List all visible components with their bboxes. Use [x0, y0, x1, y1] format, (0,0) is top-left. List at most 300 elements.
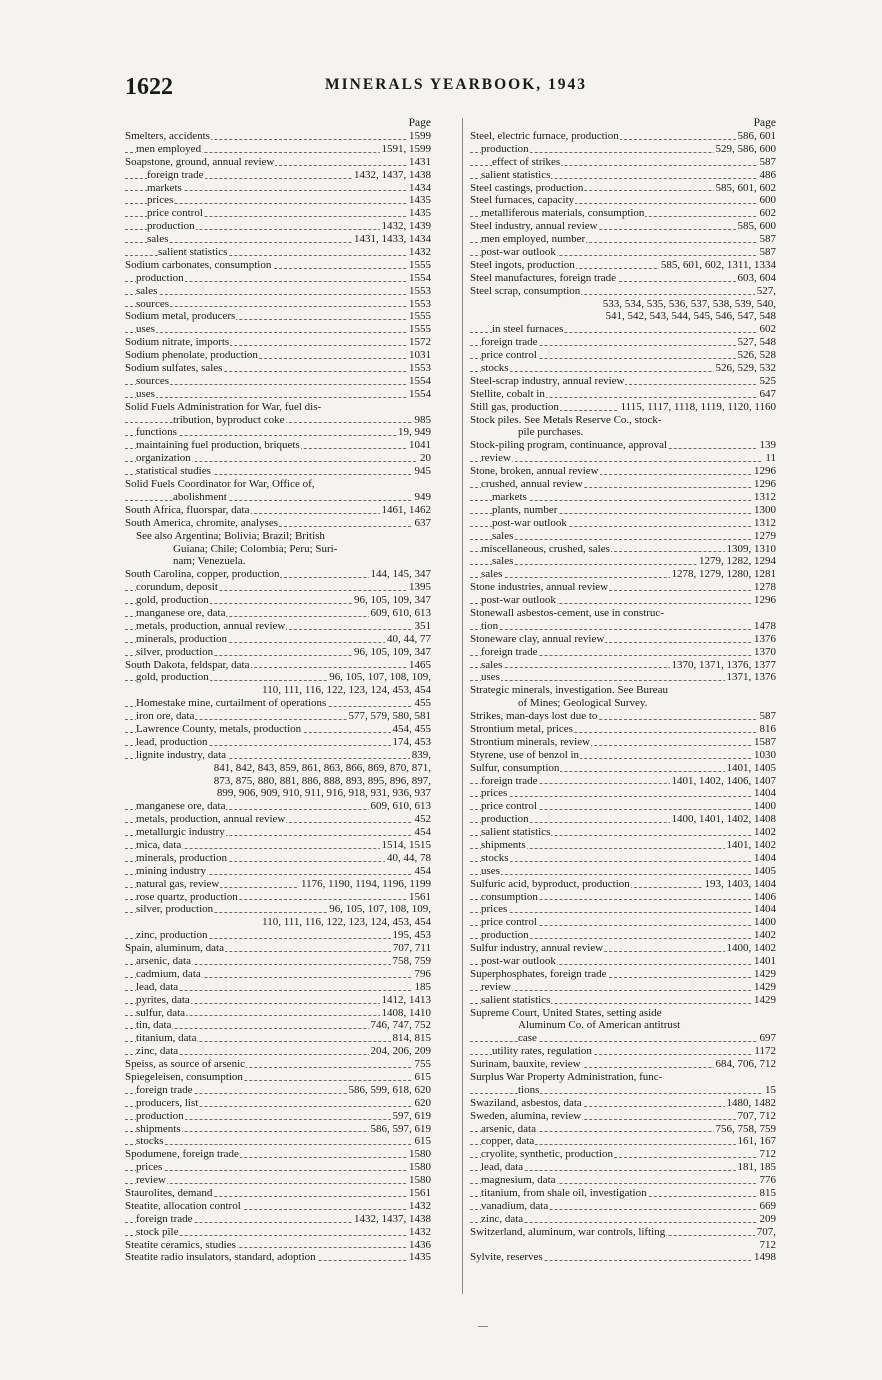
index-term: titanium, from shale oil, investigation — [481, 1187, 647, 1200]
page-reference: 1115, 1117, 1118, 1119, 1120, 1160 — [620, 400, 776, 413]
page-reference: 637 — [414, 516, 431, 529]
footer-mark — [478, 1326, 488, 1327]
index-entry — [470, 1019, 776, 1032]
index-term: Steel castings, production — [470, 181, 584, 194]
index-term: foreign trade — [136, 1083, 193, 1096]
page-reference: 96, 105, 107, 108, 109, — [329, 671, 431, 684]
index-entry — [470, 182, 776, 195]
index-term: review — [481, 980, 511, 993]
page-reference: 174, 453 — [392, 735, 431, 748]
index-term: Guiana; Chile; Colombia; Peru; Suri- — [173, 542, 338, 555]
page-reference: 586, 599, 618, 620 — [348, 1083, 431, 1096]
page-reference: 1572 — [409, 336, 431, 349]
page-reference: 1554 — [409, 387, 431, 400]
page-reference: 204, 206, 209 — [370, 1045, 431, 1058]
index-term: in steel furnaces — [492, 323, 564, 336]
index-term: utility rates, regulation — [492, 1045, 592, 1058]
index-term: Stone, broken, annual review — [470, 465, 599, 478]
index-term: minerals, production — [136, 632, 228, 645]
page-reference: 40, 44, 77 — [387, 632, 431, 645]
page-reference: 755 — [414, 1058, 431, 1071]
index-entry — [125, 414, 431, 427]
page-reference: 209 — [759, 1212, 776, 1225]
page-reference: 1296 — [754, 478, 776, 491]
index-term: salient statistics — [481, 168, 551, 181]
index-entry — [470, 465, 776, 478]
dot-leader — [470, 796, 776, 797]
index-entry — [470, 555, 776, 568]
index-entry — [470, 1213, 776, 1226]
index-entry — [470, 1174, 776, 1187]
dot-leader — [125, 332, 431, 333]
index-entry — [125, 1097, 431, 1110]
index-entry — [125, 143, 431, 156]
index-term: Stock-piling program, continuance, approval — [470, 439, 668, 452]
index-term — [125, 762, 126, 774]
index-entry — [125, 659, 431, 672]
page-reference: 585, 600 — [737, 220, 776, 233]
index-entry — [125, 1032, 431, 1045]
index-entries-left — [125, 130, 431, 1264]
index-entry — [470, 916, 776, 929]
index-entry — [470, 607, 776, 620]
page-reference: 776 — [759, 1174, 776, 1187]
index-entry — [470, 517, 776, 530]
index-term: nam; Venezuela. — [173, 555, 246, 568]
page-reference: 1591, 1599 — [381, 142, 431, 155]
index-entry — [125, 323, 431, 336]
index-entry — [470, 671, 776, 684]
index-term: Stoneware clay, annual review — [470, 632, 605, 645]
index-term: tions — [518, 1083, 540, 1096]
index-entry — [125, 530, 431, 543]
index-entry — [125, 1045, 431, 1058]
index-entry — [470, 207, 776, 220]
page-reference: 602 — [759, 323, 776, 336]
index-entry — [125, 1226, 431, 1239]
index-term: production — [481, 929, 529, 942]
index-term: prices — [147, 194, 174, 207]
page-reference: 1432 — [409, 1199, 431, 1212]
index-term — [125, 916, 126, 928]
index-term: Sweden, alumina, review — [470, 1109, 582, 1122]
index-term: foreign trade — [136, 1212, 193, 1225]
index-term — [125, 684, 126, 696]
index-term: South Dakota, feldspar, data — [125, 658, 250, 671]
page-reference: 1031 — [409, 349, 431, 362]
index-term: gold, production — [136, 671, 209, 684]
index-term: sulfur, data — [136, 1006, 186, 1019]
index-term: foreign trade — [147, 168, 204, 181]
index-term: Steel ingots, production — [470, 258, 575, 271]
index-entry — [125, 504, 431, 517]
index-entry — [125, 259, 431, 272]
index-term: pile purchases. — [518, 426, 584, 439]
index-term: South America, chromite, analyses — [125, 516, 279, 529]
page-reference: 1401, 1402 — [726, 838, 776, 851]
index-term: post-war outlook — [481, 246, 556, 259]
index-entry — [125, 671, 431, 684]
index-entry — [125, 246, 431, 259]
index-entry — [470, 981, 776, 994]
page-column-label: Page — [408, 117, 431, 129]
index-entry — [125, 710, 431, 723]
index-term: natural gas, review — [136, 877, 220, 890]
index-term: South Carolina, copper, production — [125, 568, 280, 581]
index-entry — [470, 1032, 776, 1045]
index-term: post-war outlook — [481, 594, 556, 607]
index-entry — [125, 1135, 431, 1148]
index-entry — [470, 1110, 776, 1123]
page-reference: 351 — [414, 619, 431, 632]
page-reference: 1176, 1190, 1194, 1196, 1199 — [301, 877, 431, 890]
index-term: Sodium sulfates, sales — [125, 362, 223, 375]
index-term: Sulfur, consumption — [470, 761, 560, 774]
index-term: Smelters, accidents — [125, 130, 210, 142]
index-entry — [470, 710, 776, 723]
dot-leader — [470, 990, 776, 991]
index-term: Solid Fuels Coordinator for War, Office of, — [125, 478, 315, 491]
index-entry — [125, 452, 431, 465]
index-entry — [125, 723, 431, 736]
index-term: sales — [481, 568, 503, 581]
index-term: Surplus War Property Administration, func- — [470, 1071, 663, 1084]
index-term: Soapstone, ground, annual review — [125, 155, 275, 168]
dot-leader — [125, 384, 431, 385]
index-term: abolishment — [173, 490, 227, 503]
index-term: Solid Fuels Administration for War, fuel dis- — [125, 400, 322, 413]
page-reference: 1400, 1401, 1402, 1408 — [671, 813, 776, 826]
page-reference: 526, 529, 532 — [715, 362, 776, 375]
page-reference: 1498 — [754, 1251, 776, 1264]
index-term: Surinam, bauxite, review — [470, 1058, 581, 1071]
index-entry — [470, 439, 776, 452]
page-reference: 1400 — [754, 916, 776, 929]
page-reference: 1553 — [409, 297, 431, 310]
index-entry — [470, 826, 776, 839]
index-term: metalliferous materials, consumption — [481, 207, 645, 220]
index-entry — [470, 1148, 776, 1161]
index-entry — [125, 581, 431, 594]
index-entry — [470, 723, 776, 736]
index-entry — [125, 194, 431, 207]
index-entry — [125, 878, 431, 891]
index-term: metals, production, annual review — [136, 619, 286, 632]
page-reference: 195, 453 — [392, 929, 431, 942]
page-reference: 1401, 1405 — [726, 761, 776, 774]
index-term: lignite industry, data — [136, 748, 227, 761]
dot-leader — [125, 500, 431, 501]
index-term: vanadium, data — [481, 1199, 549, 1212]
index-entry — [470, 336, 776, 349]
index-term: review — [136, 1174, 166, 1187]
page-reference: 1296 — [754, 465, 776, 478]
page-reference: 1172 — [754, 1045, 776, 1058]
index-term: foreign trade — [481, 645, 538, 658]
index-entry — [470, 1071, 776, 1084]
index-term: mining industry — [136, 864, 206, 877]
index-entry — [470, 504, 776, 517]
page-reference: 1429 — [754, 967, 776, 980]
index-term: salient statistics — [158, 246, 228, 259]
index-term: Steatite, allocation control — [125, 1199, 241, 1212]
page-reference: 647 — [759, 387, 776, 400]
index-entry — [125, 916, 431, 929]
dot-leader — [470, 461, 776, 462]
dot-leader — [470, 539, 776, 540]
index-entry — [125, 272, 431, 285]
page-reference: 181, 185 — [737, 1161, 776, 1174]
page-reference: 707, 712 — [737, 1109, 776, 1122]
page-reference: 40, 44, 78 — [387, 851, 431, 864]
index-term: mica, data — [136, 838, 182, 851]
page-reference: 1480, 1482 — [726, 1096, 776, 1109]
index-term: prices — [136, 1161, 163, 1174]
page-reference: 1432 — [409, 246, 431, 259]
index-entry — [470, 787, 776, 800]
page-reference: 1465 — [409, 658, 431, 671]
page-reference: 586, 601 — [737, 130, 776, 142]
index-entry — [125, 1187, 431, 1200]
page-reference: 454 — [414, 826, 431, 839]
index-entry — [470, 220, 776, 233]
dot-leader — [470, 629, 776, 630]
index-entry — [470, 891, 776, 904]
page-reference: 533, 534, 535, 536, 537, 538, 539, 540, — [602, 297, 776, 310]
page-reference: 454, 455 — [392, 722, 431, 735]
page-reference: 1401 — [754, 955, 776, 967]
index-entry — [125, 697, 431, 710]
page-reference: 1554 — [409, 374, 431, 387]
index-entry — [470, 839, 776, 852]
index-entry — [125, 568, 431, 581]
page-reference: 110, 111, 116, 122, 123, 124, 453, 454 — [262, 916, 431, 929]
page-reference: 1412, 1413 — [381, 993, 431, 1006]
page-reference: 1432, 1437, 1438 — [354, 168, 431, 181]
page-reference: 526, 528 — [737, 349, 776, 362]
index-term: manganese ore, data — [136, 606, 226, 619]
page-reference: 1461, 1462 — [381, 503, 431, 516]
index-entry — [470, 1007, 776, 1020]
index-entry — [125, 130, 431, 143]
page-reference: 1432, 1439 — [381, 220, 431, 233]
index-term: price control — [481, 349, 537, 362]
index-term: Spain, aluminum, data — [125, 942, 224, 955]
index-entry — [125, 813, 431, 826]
index-entry — [470, 929, 776, 942]
index-term: shipments — [481, 838, 526, 851]
index-entry — [125, 968, 431, 981]
index-term: metallurgic industry — [136, 826, 225, 839]
index-term — [125, 787, 126, 799]
index-entry — [125, 349, 431, 362]
index-term: lead, data — [481, 1161, 524, 1174]
index-entry — [470, 762, 776, 775]
index-entry — [470, 878, 776, 891]
index-entry — [470, 452, 776, 465]
index-term: Sulfuric acid, byproduct, production — [470, 877, 630, 890]
index-entry — [125, 787, 431, 800]
page-reference: 615 — [414, 1135, 431, 1148]
page-reference: 1580 — [409, 1174, 431, 1187]
index-term: men employed, number — [481, 233, 586, 246]
index-entry — [125, 852, 431, 865]
index-entry — [125, 1174, 431, 1187]
index-term: Strikes, man-days lost due to — [470, 710, 598, 723]
index-entry — [470, 362, 776, 375]
index-entry — [125, 994, 431, 1007]
index-entry — [125, 1239, 431, 1252]
index-entry — [125, 336, 431, 349]
dot-leader — [470, 861, 776, 862]
index-entry — [125, 388, 431, 401]
index-term: Strategic minerals, investigation. See Bureau — [470, 684, 668, 697]
index-entries-right — [470, 130, 776, 1264]
index-entry — [125, 1084, 431, 1097]
page-reference: 15 — [765, 1083, 776, 1096]
index-term: Staurolites, demand — [125, 1187, 213, 1200]
page-reference: 161, 167 — [737, 1135, 776, 1148]
page-reference: 815 — [759, 1187, 776, 1200]
index-entry — [125, 182, 431, 195]
index-term: magnesium, data — [481, 1174, 556, 1187]
page-reference: 1435 — [409, 194, 431, 207]
index-term: producers, list — [136, 1096, 199, 1109]
index-term: post-war outlook — [492, 516, 567, 529]
page-reference: 586, 597, 619 — [370, 1122, 431, 1135]
page-reference: 1429 — [754, 980, 776, 993]
index-term: uses — [481, 671, 500, 684]
index-term: tin, data — [136, 1019, 172, 1032]
page-reference: 1553 — [409, 284, 431, 297]
page-reference: 1030 — [754, 748, 776, 761]
page-reference: 949 — [414, 490, 431, 503]
index-entry — [470, 1200, 776, 1213]
index-term: iron ore, data — [136, 710, 195, 723]
page-reference: 1561 — [409, 1187, 431, 1200]
page-reference: 602 — [759, 207, 776, 220]
page-reference: 707, — [756, 1225, 776, 1238]
index-entry — [125, 1071, 431, 1084]
page-reference: 1376 — [754, 632, 776, 645]
dot-leader — [125, 1144, 431, 1145]
index-term: Steel-scrap industry, annual review — [470, 374, 625, 387]
index-term: Sulfur industry, annual review — [470, 942, 604, 955]
index-term: copper, data — [481, 1135, 535, 1148]
index-entry — [125, 285, 431, 298]
index-term: Stone industries, annual review — [470, 581, 609, 594]
index-entry — [125, 800, 431, 813]
index-term: Stonewall asbestos-cement, use in construc- — [470, 606, 664, 619]
page-reference: 96, 105, 109, 347 — [354, 645, 431, 658]
running-title: MINERALS YEARBOOK, 1943 — [325, 76, 588, 93]
page-reference: 1370, 1371, 1376, 1377 — [671, 658, 776, 671]
index-term: prices — [481, 903, 508, 916]
page-reference: 1402 — [754, 826, 776, 839]
index-entry — [125, 646, 431, 659]
dot-leader — [470, 912, 776, 913]
index-entry — [470, 684, 776, 697]
page-reference: 1312 — [754, 516, 776, 529]
dot-leader — [125, 1183, 431, 1184]
page-reference: 1599 — [409, 130, 431, 142]
index-term: corundum, deposit — [136, 581, 218, 594]
page-reference: 139 — [759, 439, 776, 452]
page-reference: 19, 949 — [398, 426, 431, 439]
column-divider — [462, 118, 463, 1294]
page-reference: 96, 105, 107, 108, 109, — [329, 903, 431, 916]
index-term: effect of strikes — [492, 155, 561, 168]
index-term: plants, number — [492, 503, 558, 516]
page-reference: 527, — [756, 284, 776, 297]
index-entry — [125, 620, 431, 633]
page-reference: 814, 815 — [392, 1032, 431, 1045]
index-entry — [125, 684, 431, 697]
page-reference: 587 — [759, 246, 776, 259]
index-entry — [125, 555, 431, 568]
index-term: Stock piles. See Metals Reserve Co., stock- — [470, 413, 662, 426]
index-term: miscellaneous, crushed, sales — [481, 542, 610, 555]
page-reference: 1404 — [754, 851, 776, 864]
index-term: Still gas, production — [470, 400, 559, 413]
page-reference: 1429 — [754, 993, 776, 1006]
index-term: silver, production — [136, 645, 214, 658]
index-entry — [470, 491, 776, 504]
index-term: uses — [136, 387, 155, 400]
index-entry — [125, 594, 431, 607]
index-term: price control — [481, 800, 537, 813]
page-reference: 1587 — [754, 735, 776, 748]
index-term: Sodium phenolate, production — [125, 349, 258, 362]
index-term: Aluminum Co. of American antitrust — [518, 1019, 681, 1032]
page-reference: 1561 — [409, 890, 431, 903]
index-entry — [470, 942, 776, 955]
page-reference: 1041 — [409, 439, 431, 452]
index-entry — [125, 955, 431, 968]
index-term: uses — [481, 864, 500, 877]
page-reference: 1400, 1402 — [726, 942, 776, 955]
index-entry — [125, 156, 431, 169]
index-term: sources — [136, 374, 169, 387]
index-term: markets — [147, 181, 182, 194]
index-term: Swaziland, asbestos, data — [470, 1096, 582, 1109]
index-term — [470, 298, 471, 310]
index-entry — [125, 1148, 431, 1161]
index-term: functions — [136, 426, 177, 439]
page-reference: 796 — [414, 967, 431, 980]
page-reference: 1278 — [754, 581, 776, 594]
index-term — [125, 775, 126, 787]
index-term: Steatite ceramics, studies — [125, 1238, 236, 1251]
index-term: sales — [492, 529, 514, 542]
index-term: Homestake mine, curtailment of operations — [136, 697, 327, 710]
index-term: minerals, production — [136, 851, 228, 864]
index-entry — [125, 298, 431, 311]
index-entry — [125, 775, 431, 788]
page-reference: 945 — [414, 465, 431, 478]
index-term: Sodium metal, producers — [125, 310, 236, 323]
page-reference: 193, 1403, 1404 — [704, 877, 776, 890]
page-reference: 1371, 1376 — [726, 671, 776, 684]
index-term: cryolite, synthetic, production — [481, 1148, 613, 1161]
page-reference: 525 — [759, 374, 776, 387]
page-reference: 899, 906, 909, 910, 911, 916, 918, 931, 936, 937 — [216, 787, 431, 800]
page-reference: 615 — [414, 1071, 431, 1084]
page-reference: 455 — [414, 697, 431, 710]
page-reference: 587 — [759, 155, 776, 168]
index-entry — [125, 362, 431, 375]
index-term: lead, production — [136, 735, 208, 748]
